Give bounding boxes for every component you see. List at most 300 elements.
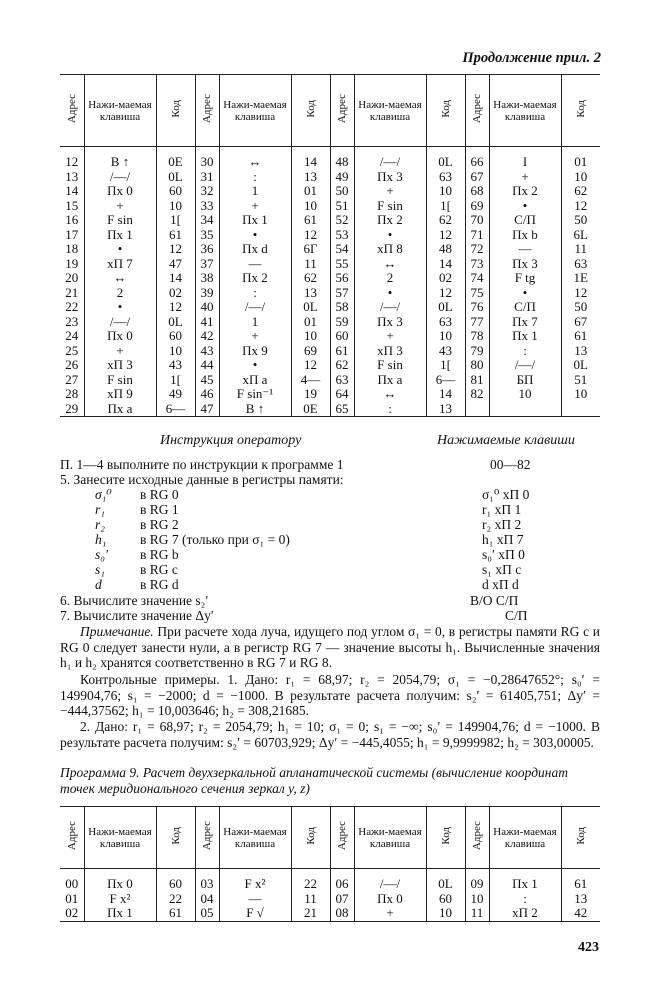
- cell-code: 6—: [426, 373, 465, 388]
- cell-address: 78: [465, 329, 489, 344]
- cell-address: 48: [330, 147, 354, 170]
- register-symbol: h₁: [95, 532, 107, 547]
- cell-key: Пх b: [489, 228, 561, 243]
- table-body: [60, 147, 600, 417]
- cell-key: F tg: [489, 271, 561, 286]
- cell-key: ↔: [84, 271, 156, 286]
- cell-key: Пх 0: [84, 184, 156, 199]
- cell-key: •: [489, 199, 561, 214]
- register-symbol: σ₁⁰: [95, 487, 112, 502]
- register-target: в RG c: [140, 562, 178, 577]
- cell-key: Пх 2: [489, 184, 561, 199]
- header-code-label: Код: [304, 100, 317, 118]
- cell-key: •: [84, 242, 156, 257]
- cell-address: 66: [465, 147, 489, 170]
- table-row: [60, 257, 600, 272]
- cell-key: •: [354, 286, 426, 301]
- cell-code: 48: [426, 242, 465, 257]
- cell-address: 37: [195, 257, 219, 272]
- cell-key: +: [219, 329, 291, 344]
- cell-code: 61: [291, 213, 330, 228]
- cell-address: 04: [195, 892, 219, 907]
- cell-key: С/П: [489, 213, 561, 228]
- cell-code: 12: [156, 300, 195, 315]
- page-number: 423: [578, 940, 599, 955]
- table-row: [60, 315, 600, 330]
- cell-address: 12: [65, 154, 79, 169]
- example-2: 2. Дано: r₁ = 68,97; r₂ = 2054,79; h₁ = 10; σ₁ = 0; s₁ = −∞; s₀′ = 149904,76; d = −1000. В результате расчета получим: s₂′ = 60703,929; Δy′ = −445,4055; h₁ = 9,9999982; h₂ = 303,00005.: [60, 719, 600, 750]
- register-symbol: d: [95, 577, 102, 592]
- cell-key: +: [84, 199, 156, 214]
- header-key: Нажи-маемая клавиша: [84, 807, 156, 869]
- cell-key: /—/: [489, 358, 561, 373]
- cell-address: 79: [465, 344, 489, 359]
- register-keys: h₁ хП 7: [482, 532, 524, 547]
- register-keys: σ₁⁰ хП 0: [482, 487, 530, 502]
- cell-address: 10: [465, 892, 489, 907]
- register-symbol: r₂: [95, 517, 105, 532]
- cell-key: Пх 3: [489, 257, 561, 272]
- register-target: в RG 7 (только при σ₁ = 0): [140, 532, 290, 547]
- register-target: в RG 2: [140, 517, 179, 532]
- cell-code: 14: [426, 387, 465, 402]
- cell-address: 61: [330, 344, 354, 359]
- cell-key: хП 3: [354, 344, 426, 359]
- cell-code: 11: [291, 257, 330, 272]
- header-key: Нажи-маемая клавиша: [489, 807, 561, 869]
- cell-address: 45: [195, 373, 219, 388]
- cell-code: 12: [426, 228, 465, 243]
- cell-key: :: [354, 402, 426, 417]
- table-row: [60, 286, 600, 301]
- cell-code: 63: [426, 170, 465, 185]
- cell-address: 82: [465, 387, 489, 402]
- cell-code: 43: [156, 358, 195, 373]
- cell-address: 60: [330, 329, 354, 344]
- cell-key: 2: [354, 271, 426, 286]
- cell-address: 44: [195, 358, 219, 373]
- cell-address: 65: [330, 402, 354, 417]
- cell-code: 13: [291, 286, 330, 301]
- header-code-label: Код: [574, 100, 587, 118]
- cell-address: 16: [65, 213, 79, 227]
- cell-code: 12: [156, 242, 195, 257]
- cell-address: 72: [465, 242, 489, 257]
- cell-address: 41: [195, 315, 219, 330]
- cell-address: 47: [195, 402, 219, 417]
- cell-address: 09: [465, 869, 489, 892]
- cell-key: Пх 2: [354, 213, 426, 228]
- cell-key: [489, 402, 561, 417]
- table-row: [60, 228, 600, 243]
- cell-key: В ↑: [219, 402, 291, 417]
- header-address-label: Адрес: [201, 821, 213, 851]
- header-address: [195, 75, 219, 147]
- cell-address: 11: [465, 906, 489, 921]
- cell-code: 22: [291, 869, 330, 892]
- header-code: [426, 75, 465, 147]
- cell-code: 10: [156, 344, 195, 359]
- cell-key: •: [489, 286, 561, 301]
- cell-code: 01: [561, 147, 600, 170]
- cell-address: 68: [465, 184, 489, 199]
- cell-code: 6L: [561, 228, 600, 243]
- cell-code: 67: [561, 315, 600, 330]
- cell-address: 24: [65, 329, 79, 343]
- cell-key: Пх 7: [489, 315, 561, 330]
- cell-address: 46: [195, 387, 219, 402]
- cell-code: 10: [426, 906, 465, 921]
- cell-key: 10: [489, 387, 561, 402]
- header-address-label: Адрес: [65, 94, 78, 124]
- cell-address: 57: [330, 286, 354, 301]
- cell-address: 52: [330, 213, 354, 228]
- step-1-keys: 00—82: [490, 457, 531, 472]
- cell-key: —: [489, 242, 561, 257]
- cell-key: хП 3: [84, 358, 156, 373]
- cell-key: /—/: [219, 300, 291, 315]
- cell-code: 10: [156, 199, 195, 214]
- cell-address: 73: [465, 257, 489, 272]
- register-target: в RG b: [140, 547, 179, 562]
- cell-address: 76: [465, 300, 489, 315]
- step-6: 6. Вычислите значение s₂′: [60, 593, 209, 608]
- step-1: П. 1—4 выполните по инструкции к программе 1: [60, 457, 344, 472]
- cell-key: БП: [489, 373, 561, 388]
- header-key: Нажи-маемая клавиша: [354, 75, 426, 147]
- header-code: [291, 75, 330, 147]
- header-code: [291, 807, 330, 869]
- program-table-2: [60, 806, 600, 922]
- table-body: [60, 869, 600, 922]
- header-key: Нажи-маемая клавиша: [489, 75, 561, 147]
- header-code: [156, 75, 195, 147]
- header-code-label: Код: [169, 827, 182, 845]
- cell-address: [465, 402, 489, 417]
- register-target: в RG 1: [140, 502, 179, 517]
- cell-code: 0L: [426, 147, 465, 170]
- table-row: [60, 271, 600, 286]
- cell-code: 0E: [156, 147, 195, 170]
- cell-key: ↔: [354, 257, 426, 272]
- cell-address: 75: [465, 286, 489, 301]
- header-address-label: Адрес: [201, 94, 213, 124]
- cell-key: Пх 9: [219, 344, 291, 359]
- cell-address: 35: [195, 228, 219, 243]
- cell-address: 08: [330, 906, 354, 921]
- cell-key: Пх d: [219, 242, 291, 257]
- cell-key: Пх 0: [84, 329, 156, 344]
- cell-code: [561, 402, 600, 417]
- cell-address: 25: [65, 343, 79, 358]
- cell-code: 1[: [156, 373, 195, 388]
- cell-key: С/П: [489, 300, 561, 315]
- cell-address: 53: [330, 228, 354, 243]
- cell-code: 50: [561, 300, 600, 315]
- table-row: [60, 892, 600, 907]
- cell-key: Пх 0: [354, 892, 426, 907]
- cell-code: 61: [561, 869, 600, 892]
- table-row: [60, 300, 600, 315]
- cell-code: 22: [156, 892, 195, 907]
- cell-key: +: [354, 329, 426, 344]
- cell-address: 19: [65, 256, 79, 271]
- cell-key: /—/: [354, 869, 426, 892]
- header-address: [330, 75, 354, 147]
- cell-code: 10: [291, 199, 330, 214]
- cell-key: •: [219, 228, 291, 243]
- note-text: При расчете хода луча, идущего под углом σ₁ = 0, в регистры памяти RG c и RG 0 следует занести нули, а в регистр RG 7 — значение высоты h₁. Вычисленные значения h₁ и h₂ хранятся соответственно в RG 7 и RG 8.: [60, 624, 600, 670]
- cell-key: •: [84, 300, 156, 315]
- cell-address: 42: [195, 329, 219, 344]
- cell-key: хП 9: [84, 387, 156, 402]
- cell-key: F sin: [84, 373, 156, 388]
- cell-address: 77: [465, 315, 489, 330]
- cell-address: 00: [65, 876, 79, 891]
- cell-code: 61: [156, 906, 195, 921]
- table-row: [60, 373, 600, 388]
- cell-code: 10: [291, 329, 330, 344]
- register-keys: r₁ хП 1: [482, 502, 522, 517]
- cell-key: +: [354, 184, 426, 199]
- cell-code: 50: [561, 213, 600, 228]
- table-row: [60, 387, 600, 402]
- table-row: [60, 242, 600, 257]
- register-symbol: s₁: [95, 562, 105, 577]
- note-paragraph: [60, 624, 600, 671]
- cell-code: 10: [426, 329, 465, 344]
- cell-address: 54: [330, 242, 354, 257]
- cell-code: 10: [561, 387, 600, 402]
- table-row: [60, 344, 600, 359]
- table-row: [60, 402, 600, 417]
- cell-code: 19: [291, 387, 330, 402]
- cell-key: Пх 1: [489, 869, 561, 892]
- header-key: Нажи-маемая клавиша: [219, 75, 291, 147]
- header-key: Нажи-маемая клавиша: [354, 807, 426, 869]
- cell-code: 12: [561, 286, 600, 301]
- cell-key: F √: [219, 906, 291, 921]
- cell-key: +: [84, 344, 156, 359]
- cell-key: Пх 1: [219, 213, 291, 228]
- cell-address: 02: [65, 906, 79, 920]
- cell-key: В ↑: [84, 147, 156, 170]
- example-1: Контрольные примеры. 1. Дано: r₁ = 68,97; r₂ = 2054,79; σ₁ = −0,28647652°; s₀′ = 149904,76; s₁ = −2000; d = −1000. В результате расчета получим: s₂′ = 61405,751; Δy′ = −444,37562; h₁ = 10,003646; h₂ = 308,21685.: [60, 672, 600, 718]
- cell-key: F x²: [84, 892, 156, 907]
- cell-address: 14: [65, 184, 79, 198]
- cell-key: F sin: [354, 199, 426, 214]
- cell-address: 06: [330, 869, 354, 892]
- cell-address: 55: [330, 257, 354, 272]
- cell-key: Пх 1: [84, 906, 156, 921]
- table-row: [60, 170, 600, 185]
- header-code: [561, 807, 600, 869]
- cell-key: •: [354, 228, 426, 243]
- header-code-label: Код: [304, 827, 317, 845]
- cell-code: 10: [561, 170, 600, 185]
- cell-key: :: [219, 286, 291, 301]
- cell-code: 61: [561, 329, 600, 344]
- cell-code: 13: [291, 170, 330, 185]
- cell-address: 49: [330, 170, 354, 185]
- header-address-label: Адрес: [471, 94, 483, 124]
- cell-key: F x²: [219, 869, 291, 892]
- cell-key: I: [489, 147, 561, 170]
- cell-code: 60: [156, 184, 195, 199]
- cell-address: 01: [65, 891, 79, 906]
- cell-address: 69: [465, 199, 489, 214]
- register-keys: s₀′ хП 0: [482, 547, 525, 562]
- cell-key: Пх 0: [84, 869, 156, 892]
- cell-key: Пх 1: [489, 329, 561, 344]
- cell-code: 1[: [426, 199, 465, 214]
- cell-code: 43: [426, 344, 465, 359]
- header-address: [330, 807, 354, 869]
- header-address-label: Адрес: [471, 821, 483, 851]
- header-code: [426, 807, 465, 869]
- cell-key: /—/: [84, 315, 156, 330]
- header-key: Нажи-маемая клавиша: [84, 75, 156, 147]
- cell-address: 43: [195, 344, 219, 359]
- cell-code: 13: [426, 402, 465, 417]
- header-address: [465, 75, 489, 147]
- cell-address: 33: [195, 199, 219, 214]
- cell-code: 0L: [156, 315, 195, 330]
- table-row: [60, 147, 600, 170]
- cell-key: 2: [84, 286, 156, 301]
- header-code-label: Код: [574, 827, 587, 845]
- step-5: 5. Занесите исходные данные в регистры памяти:: [60, 472, 344, 487]
- cell-key: Пх 1: [84, 228, 156, 243]
- cell-key: /—/: [354, 147, 426, 170]
- step-7: 7. Вычислите значение Δy′: [60, 608, 214, 623]
- cell-key: /—/: [354, 300, 426, 315]
- cell-address: 64: [330, 387, 354, 402]
- register-keys: r₂ хП 2: [482, 517, 522, 532]
- header-key: Нажи-маемая клавиша: [219, 807, 291, 869]
- table-header-row: [60, 807, 600, 869]
- cell-code: 14: [426, 257, 465, 272]
- program-table-1: [60, 74, 600, 417]
- cell-address: 13: [65, 169, 79, 184]
- cell-address: 30: [195, 147, 219, 170]
- cell-code: 49: [156, 387, 195, 402]
- cell-address: 71: [465, 228, 489, 243]
- cell-address: 20: [65, 271, 79, 285]
- cell-address: 17: [65, 227, 79, 242]
- note-label: Примечание.: [80, 624, 154, 639]
- cell-address: 34: [195, 213, 219, 228]
- table-row: [60, 184, 600, 199]
- cell-code: 0E: [291, 402, 330, 417]
- cell-code: 51: [561, 373, 600, 388]
- register-symbol: r₁: [95, 502, 105, 517]
- cell-key: :: [219, 170, 291, 185]
- cell-code: 47: [156, 257, 195, 272]
- cell-address: 74: [465, 271, 489, 286]
- cell-address: 70: [465, 213, 489, 228]
- cell-address: 21: [65, 285, 79, 300]
- header-code-label: Код: [439, 827, 452, 845]
- cell-key: 1: [219, 315, 291, 330]
- header-code-label: Код: [169, 100, 182, 118]
- cell-code: 60: [156, 869, 195, 892]
- header-code: [156, 807, 195, 869]
- cell-address: 28: [65, 387, 79, 401]
- step-7-keys: С/П: [505, 608, 528, 623]
- table-row: [60, 906, 600, 921]
- cell-key: /—/: [84, 170, 156, 185]
- header-address-label: Адрес: [336, 94, 348, 124]
- cell-code: 0L: [291, 300, 330, 315]
- cell-address: 27: [65, 372, 79, 387]
- cell-code: 6—: [156, 402, 195, 417]
- cell-code: 6Г: [291, 242, 330, 257]
- cell-code: 01: [291, 315, 330, 330]
- cell-address: 07: [330, 892, 354, 907]
- cell-code: 62: [561, 184, 600, 199]
- cell-key: :: [489, 892, 561, 907]
- cell-address: 80: [465, 358, 489, 373]
- cell-code: 0L: [426, 300, 465, 315]
- register-target: в RG 0: [140, 487, 179, 502]
- cell-key: хП 7: [84, 257, 156, 272]
- cell-key: Пх 3: [354, 315, 426, 330]
- cell-key: +: [489, 170, 561, 185]
- table-row: [60, 869, 600, 892]
- cell-key: Пх 3: [354, 170, 426, 185]
- header-address: [195, 807, 219, 869]
- cell-code: 01: [291, 184, 330, 199]
- cell-key: Пх a: [354, 373, 426, 388]
- step-6-keys: В/О С/П: [470, 593, 519, 608]
- register-keys: d хП d: [482, 577, 519, 592]
- cell-address: 26: [65, 358, 79, 372]
- cell-code: 0L: [426, 869, 465, 892]
- program-9-title: Программа 9. Расчет двухзеркальной апланатической системы (вычисление координат точек меридионального сечения зеркал y, z): [60, 765, 569, 796]
- cell-key: F sin: [84, 213, 156, 228]
- cell-address: 36: [195, 242, 219, 257]
- cell-key: F sin⁻¹: [219, 387, 291, 402]
- register-keys: s₁ хП c: [482, 562, 522, 577]
- cell-key: хП a: [219, 373, 291, 388]
- table-row: [60, 358, 600, 373]
- cell-key: —: [219, 257, 291, 272]
- cell-key: ↔: [354, 387, 426, 402]
- cell-code: 14: [156, 271, 195, 286]
- cell-address: 29: [65, 401, 79, 416]
- cell-address: 15: [65, 198, 79, 213]
- cell-address: 03: [195, 869, 219, 892]
- cell-code: 11: [561, 242, 600, 257]
- cell-code: 13: [561, 344, 600, 359]
- cell-address: 23: [65, 314, 79, 329]
- cell-code: 10: [426, 184, 465, 199]
- cell-address: 22: [65, 300, 79, 314]
- cell-code: 61: [156, 228, 195, 243]
- cell-address: 62: [330, 358, 354, 373]
- header-address-label: Адрес: [336, 821, 348, 851]
- header-code: [561, 75, 600, 147]
- cell-address: 18: [65, 242, 79, 256]
- cell-address: 32: [195, 184, 219, 199]
- cell-code: 12: [561, 199, 600, 214]
- cell-code: 14: [291, 147, 330, 170]
- cell-key: хП 8: [354, 242, 426, 257]
- cell-code: 62: [291, 271, 330, 286]
- instructions-title: Инструкция оператору: [160, 433, 302, 448]
- cell-code: 1E: [561, 271, 600, 286]
